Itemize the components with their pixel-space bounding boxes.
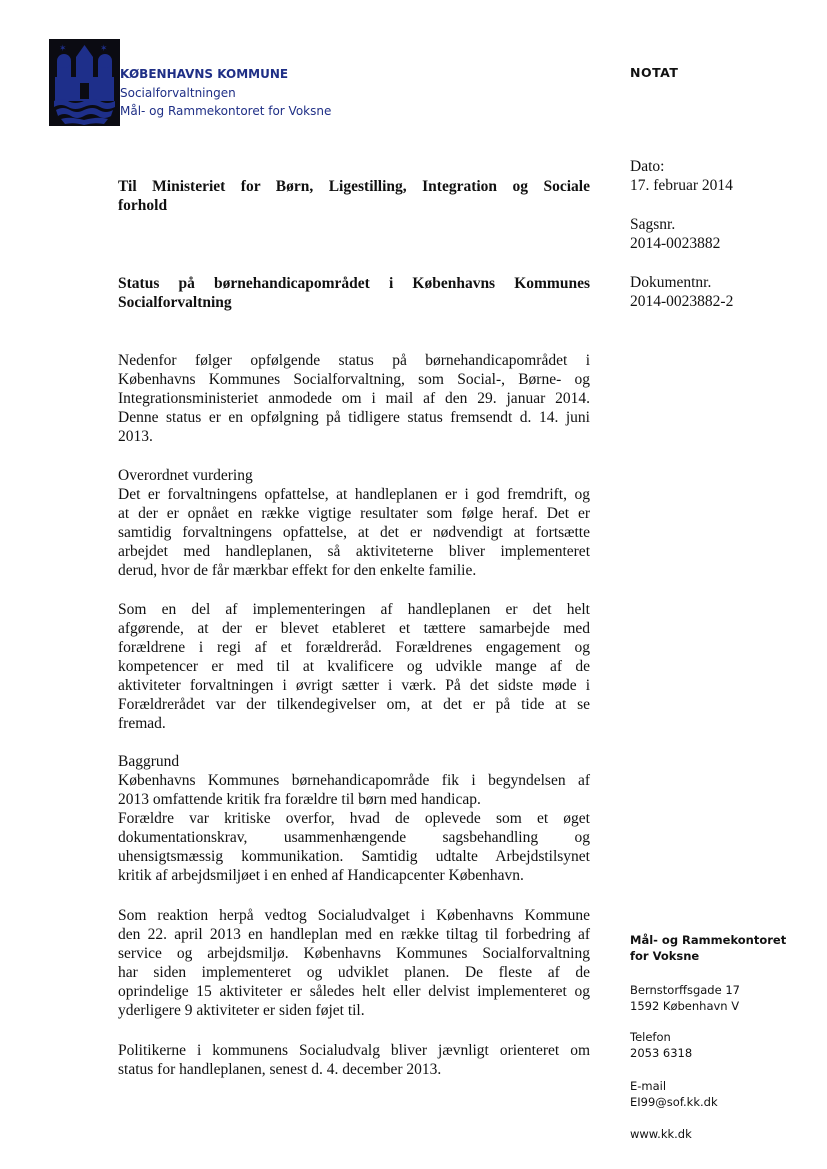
document-type: NOTAT	[630, 65, 679, 80]
paragraph-line: arbejdet med handleplanen, så aktiviteterne bliver implementeret	[118, 543, 590, 560]
paragraph	[118, 1041, 590, 1079]
recipient	[118, 177, 590, 215]
paragraph-line: kritik af arbejdsmiljøet i en enhed af Handicapcenter København.	[118, 867, 524, 884]
date-value: 17. februar 2014	[630, 177, 733, 194]
document-metadata	[630, 157, 733, 311]
footer-city: 1592 København V	[630, 999, 740, 1013]
footer-contact	[630, 932, 786, 1142]
paragraph-line: aktiviteter forvaltningen i øvrigt sætter i værk. På det sidste møde i	[118, 677, 590, 694]
recipient-line: Til Ministeriet for Børn, Ligestilling, Integration og Sociale	[118, 178, 590, 195]
paragraph-line: kompetencer er med til at kvalificere og udvikle mange af de	[118, 658, 590, 675]
subject-line: Socialforvaltning	[118, 294, 232, 311]
paragraph-line: Forældrerådet var der tilkendegivelser om, at det er på tide at se	[118, 696, 590, 713]
paragraph-line: Politikerne i kommunens Socialudvalg bliver jævnligt orienteret om	[118, 1042, 590, 1059]
doc-number-value: 2014-0023882-2	[630, 293, 734, 310]
date-label: Dato:	[630, 158, 665, 175]
paragraph-line: fremad.	[118, 715, 166, 732]
paragraph-line: Som en del af implementeringen af handleplanen er det helt	[118, 601, 590, 618]
paragraph-line: samtidig forvaltningens opfattelse, at det er nødvendigt at fortsætte	[118, 524, 590, 541]
paragraph-line: afgørende, at der er blevet etableret et tættere samarbejde med	[118, 620, 590, 637]
copenhagen-coat-of-arms-logo	[49, 39, 120, 126]
paragraph-line: Denne status er en opfølgning på tidligere status fremsendt d. 14. juni	[118, 409, 590, 426]
paragraph-line: Som reaktion herpå vedtog Socialudvalget i Københavns Kommune	[118, 907, 590, 924]
paragraph	[118, 600, 590, 733]
paragraph-line: dokumentationskrav, usammenhængende sagsbehandling og	[118, 829, 590, 846]
paragraph-line: yderligere 9 aktiviteter er siden føjet til.	[118, 1002, 365, 1019]
doc-number-label: Dokumentnr.	[630, 274, 712, 291]
paragraph-line: service og arbejdsmiljø. Københavns Kommunes Socialforvaltning	[118, 945, 590, 962]
subject	[118, 274, 590, 312]
footer-street: Bernstorffsgade 17	[630, 983, 740, 997]
svg-text:✶: ✶	[59, 43, 67, 53]
recipient-line: forhold	[118, 197, 168, 214]
organization-header	[120, 65, 331, 121]
paragraph-line: 2013.	[118, 428, 153, 445]
paragraph-line: Baggrund	[118, 753, 180, 770]
paragraph-line: Integrationsministeriet anmodede om i mail af den 29. januar 2014.	[118, 390, 590, 407]
paragraph-line: forældrene i regi af et forældreråd. Forældrenes engagement og	[118, 639, 590, 656]
paragraph-line: Københavns Kommunes Socialforvaltning, som Social-, Børne- og	[118, 371, 590, 388]
footer-phone-label: Telefon	[630, 1030, 671, 1044]
footer-office-line: for Voksne	[630, 949, 700, 963]
paragraph-line: at der er opnået en række vigtige resultater som følge heraf. Det er	[118, 505, 590, 522]
footer-phone: 2053 6318	[630, 1046, 693, 1060]
paragraph-line: oprindelige 15 aktiviteter er således helt eller delvist implementeret og	[118, 983, 590, 1000]
paragraph-line: har siden implementeret og udviklet planen. De fleste af de	[118, 964, 590, 981]
case-value: 2014-0023882	[630, 235, 721, 252]
footer-office-line: Mål- og Rammekontoret	[630, 933, 787, 947]
org-name: KØBENHAVNS KOMMUNE	[120, 67, 289, 81]
paragraph-line: derud, hvor de får mærkbar effekt for den enkelte familie.	[118, 562, 477, 579]
paragraph-line: Nedenfor følger opfølgende status på børnehandicapområdet i	[118, 352, 590, 369]
paragraph-line: den 22. april 2013 en handleplan med en række tiltag til forbedring af	[118, 926, 590, 943]
paragraph	[118, 466, 590, 580]
case-label: Sagsnr.	[630, 216, 676, 233]
paragraph	[118, 351, 590, 446]
paragraph-line: Det er forvaltningens opfattelse, at handleplanen er i god fremdrift, og	[118, 486, 590, 503]
paragraph-line: Forældre var kritiske overfor, hvad de oplevede som et øget	[118, 810, 590, 827]
subject-line: Status på børnehandicapområdet i Københavns Kommunes	[118, 275, 590, 292]
footer-email[interactable]: EI99@sof.kk.dk	[630, 1095, 718, 1109]
paragraph-line: Overordnet vurdering	[118, 467, 253, 484]
paragraph-line: Københavns Kommunes børnehandicapområde fik i begyndelsen af	[118, 772, 590, 789]
footer-website[interactable]: www.kk.dk	[630, 1127, 692, 1141]
paragraph-line: 2013 omfattende kritik fra forældre til børn med handicap.	[118, 791, 481, 808]
footer-email-label: E-mail	[630, 1079, 667, 1093]
department: Socialforvaltningen	[120, 85, 236, 100]
svg-text:✶: ✶	[100, 43, 108, 53]
paragraph	[118, 906, 590, 1020]
paragraph-line: uhensigtsmæssig kommunikation. Samtidig udtalte Arbejdstilsynet	[118, 848, 590, 865]
office: Mål- og Rammekontoret for Voksne	[120, 104, 332, 118]
paragraph	[118, 752, 590, 885]
paragraph-line: status for handleplanen, senest d. 4. december 2013.	[118, 1061, 442, 1078]
